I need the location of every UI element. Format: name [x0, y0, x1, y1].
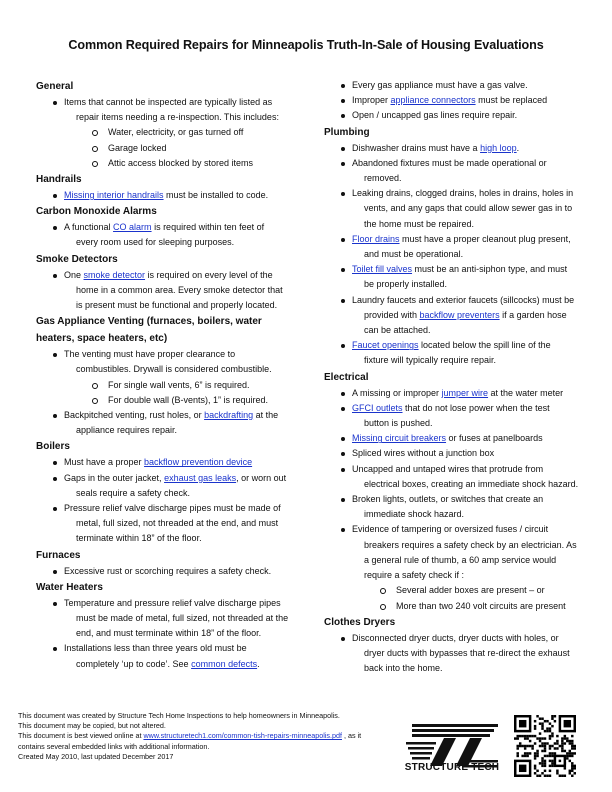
link-floor-drains[interactable]: Floor drains: [352, 233, 400, 244]
list-item: Abandoned fixtures must be made operational or removed.: [324, 156, 586, 186]
list-item: Backpitched venting, rust holes, or backdrafting at the appliance requires repair.: [36, 408, 298, 438]
link-backdrafting[interactable]: backdrafting: [204, 410, 254, 421]
list-item: GFCI outlets that do not lose power when the test button is pushed.: [324, 401, 586, 431]
list-item: Toilet fill valves must be an anti-siphon type, and must be properly installed.: [324, 262, 586, 292]
list-item: Leaking drains, clogged drains, holes in drains, holes in vents, and any gaps that could allow sewer gas in to the home must be repaired.: [324, 186, 586, 232]
sub-list-item: For double wall (B-vents), 1” is required.: [36, 393, 298, 408]
qr-code-icon[interactable]: [514, 715, 576, 777]
link-backflow-preventers[interactable]: backflow preventers: [419, 309, 500, 320]
link-appliance-connectors[interactable]: appliance connectors: [390, 95, 476, 106]
list-item: Disconnected dryer ducts, dryer ducts with holes, or dryer ducts with bypasses that re-direct the exhaust back into the home.: [324, 631, 586, 677]
list-item: Dishwasher drains must have a high loop.: [324, 141, 586, 156]
page-title: Common Required Repairs for Minneapolis Truth-In-Sale of Housing Evaluations: [68, 38, 544, 52]
section-heading-plumbing: Plumbing: [324, 126, 370, 138]
list-item: Temperature and pressure relief valve discharge pipes must be made of metal, full sized, not threaded at the end, and must terminate within 18” of the floor.: [36, 596, 298, 642]
list-item: Floor drains must have a proper cleanout plug present, and must be operational.: [324, 232, 586, 262]
list-item: Every gas appliance must have a gas valve.: [324, 78, 586, 93]
section-heading-smoke-detectors: Smoke Detectors: [36, 253, 118, 265]
list-item: Open / uncapped gas lines require repair.: [324, 108, 586, 123]
link-faucet-openings[interactable]: Faucet openings: [352, 340, 419, 351]
list-item: Pressure relief valve discharge pipes must be made of metal, full sized, not threaded at the end, and must terminate within 18” of the floor.: [36, 501, 298, 547]
link-smoke-detector[interactable]: smoke detector: [83, 269, 146, 280]
link-high-loop[interactable]: high loop: [480, 142, 517, 153]
logo-text: STRUCTURE TECH: [404, 762, 500, 773]
list-item: Spliced wires without a junction box: [324, 446, 586, 461]
list-item: Gaps in the outer jacket, exhaust gas leaks, or worn out seals require a safety check.: [36, 471, 298, 501]
section-heading-electrical: Electrical: [324, 371, 369, 383]
link-interior-handrails[interactable]: Missing interior handrails: [64, 190, 164, 201]
list-item: Evidence of tampering or oversized fuses / circuit breakers requires a safety check by an electrician. As a general rule of thumb, a 60 amp service would require a safety check if :: [324, 522, 586, 583]
list-item: Missing circuit breakers or fuses at panelboards: [324, 431, 586, 446]
list-item: Missing interior handrails must be installed to code.: [36, 188, 298, 203]
link-gfci-outlets[interactable]: GFCI outlets: [352, 402, 403, 413]
section-heading-general: General: [36, 81, 74, 92]
list-item: Installations less than three years old must be completely ‘up to code’. See common defects.: [36, 641, 298, 671]
section-heading-clothes-dryers: Clothes Dryers: [324, 616, 396, 628]
footer-note: This document was created by Structure Tech Home Inspections to help homeowners in Minneapolis. This document may be copied, but not altered. This document is best viewed online at www.structuretech1.com/common-tish-repairs-minneapolis.pdf , as it contains several embedded links with additional information. Created May 2010, last updated December 2017: [18, 711, 362, 761]
list-item: Broken lights, outlets, or switches that create an immediate shock hazard.: [324, 492, 586, 522]
general-list: [36, 95, 298, 125]
list-item: A functional CO alarm is required within ten feet of every room used for sleeping purposes.: [36, 220, 298, 250]
link-exhaust-gas-leaks[interactable]: exhaust gas leaks: [164, 472, 237, 483]
sub-list-item: Garage locked: [36, 141, 298, 156]
list-item: A missing or improper jumper wire at the water meter: [324, 386, 586, 401]
section-heading-boilers: Boilers: [36, 441, 70, 453]
section-heading-furnaces: Furnaces: [36, 549, 81, 561]
list-item: Uncapped and untaped wires that protrude from electrical boxes, creating an immediate shock hazard.: [324, 462, 586, 492]
list-item: One smoke detector is required on every level of the home in a common area. Every smoke detector that is present must be functional and properly located.: [36, 268, 298, 314]
link-common-defects[interactable]: common defects: [191, 658, 258, 669]
link-document-url[interactable]: www.structuretech1.com/common-tish-repairs-minneapolis.pdf: [143, 731, 342, 741]
link-co-alarm[interactable]: CO alarm: [113, 222, 152, 233]
sub-list-item: Several adder boxes are present – or: [324, 583, 586, 598]
link-toilet-fill-valves[interactable]: Toilet fill valves: [352, 264, 413, 275]
section-heading-handrails: Handrails: [36, 174, 82, 186]
section-heading-water-heaters: Water Heaters: [36, 581, 103, 593]
list-item: Items that cannot be inspected are typically listed as repair items needing a re-inspection. This includes:: [36, 95, 298, 125]
sub-list-item: More than two 240 volt circuits are present: [324, 599, 586, 614]
link-jumper-wire[interactable]: jumper wire: [441, 387, 489, 398]
left-column: [36, 78, 298, 672]
list-item: The venting must have proper clearance to combustibles. Drywall is considered combustible.: [36, 347, 298, 377]
list-item: Excessive rust or scorching requires a safety check.: [36, 564, 298, 579]
list-item: Faucet openings located below the spill line of the fixture will typically require repair.: [324, 338, 586, 368]
section-heading-venting: Gas Appliance Venting (furnaces, boilers, water heaters, space heaters, etc): [36, 316, 262, 345]
right-column: [324, 78, 586, 676]
list-item: Must have a proper backflow prevention device: [36, 455, 298, 470]
sub-list-item: Water, electricity, or gas turned off: [36, 125, 298, 140]
list-item: Improper appliance connectors must be replaced: [324, 93, 586, 108]
section-heading-co-alarms: Carbon Monoxide Alarms: [36, 206, 157, 218]
link-backflow-prevention-device[interactable]: backflow prevention device: [144, 457, 253, 468]
sub-list-item: For single wall vents, 6” is required.: [36, 378, 298, 393]
link-missing-circuit-breakers[interactable]: Missing circuit breakers: [352, 433, 447, 444]
sub-list-item: Attic access blocked by stored items: [36, 156, 298, 171]
list-item: Laundry faucets and exterior faucets (sillcocks) must be provided with backflow preventers if a garden hose can be attached.: [324, 293, 586, 339]
general-sublist: [36, 125, 298, 171]
